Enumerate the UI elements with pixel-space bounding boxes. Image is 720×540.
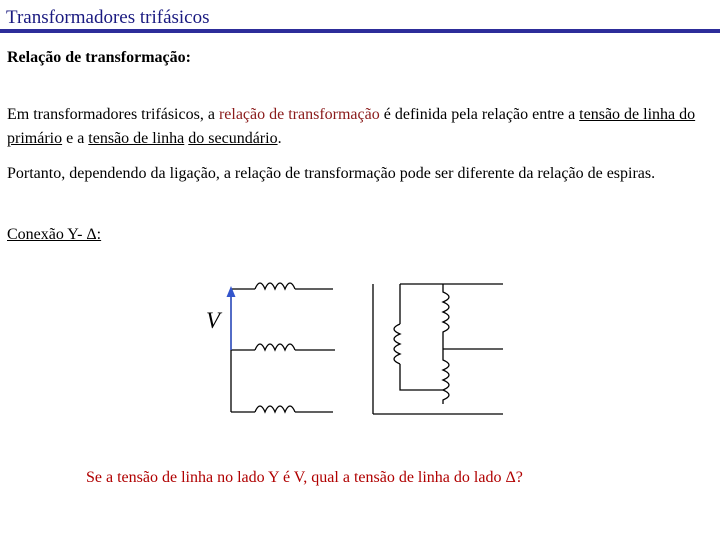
slide-title: Transformadores trifásicos — [6, 7, 210, 28]
definition-paragraph — [7, 103, 712, 151]
connection-label: Conexão Y- Δ: — [7, 226, 102, 243]
question-text: Se a tensão de linha no lado Y é V, qual a tensão de linha do lado Δ? — [86, 469, 523, 486]
section-heading: Relação de transformação: — [7, 49, 191, 66]
underline-primary-line-voltage: tensão de linha do primário — [7, 106, 696, 147]
y-winding-top-coil — [255, 283, 295, 289]
highlight-transformation-ratio: relação de transformação — [218, 106, 380, 123]
consequence-paragraph: Portanto, dependendo da ligação, a relação de transformação pode ser diferente da relação de espiras. — [7, 165, 656, 182]
delta-right-coil-b — [443, 349, 449, 404]
delta-right-coil-a — [443, 284, 449, 349]
definition-text-2: é definida pela relação entre a — [379, 106, 580, 123]
definition-text-5: . — [277, 130, 282, 147]
delta-left-coil-lead-bot — [400, 364, 443, 390]
voltage-arrow-head — [227, 286, 236, 297]
y-delta-circuit-diagram — [195, 262, 515, 422]
underline-line-voltage: tensão de linha — [88, 130, 185, 147]
y-winding-bot-coil — [255, 406, 295, 412]
delta-left-coil — [394, 324, 400, 364]
title-underline — [0, 29, 720, 33]
y-winding-mid-coil — [255, 344, 295, 350]
definition-text-1: Em transformadores trifásicos, a — [7, 106, 219, 123]
definition-text-3: e a — [62, 130, 89, 147]
voltage-label: V — [206, 308, 221, 333]
underline-secondary: do secundário — [188, 130, 278, 147]
